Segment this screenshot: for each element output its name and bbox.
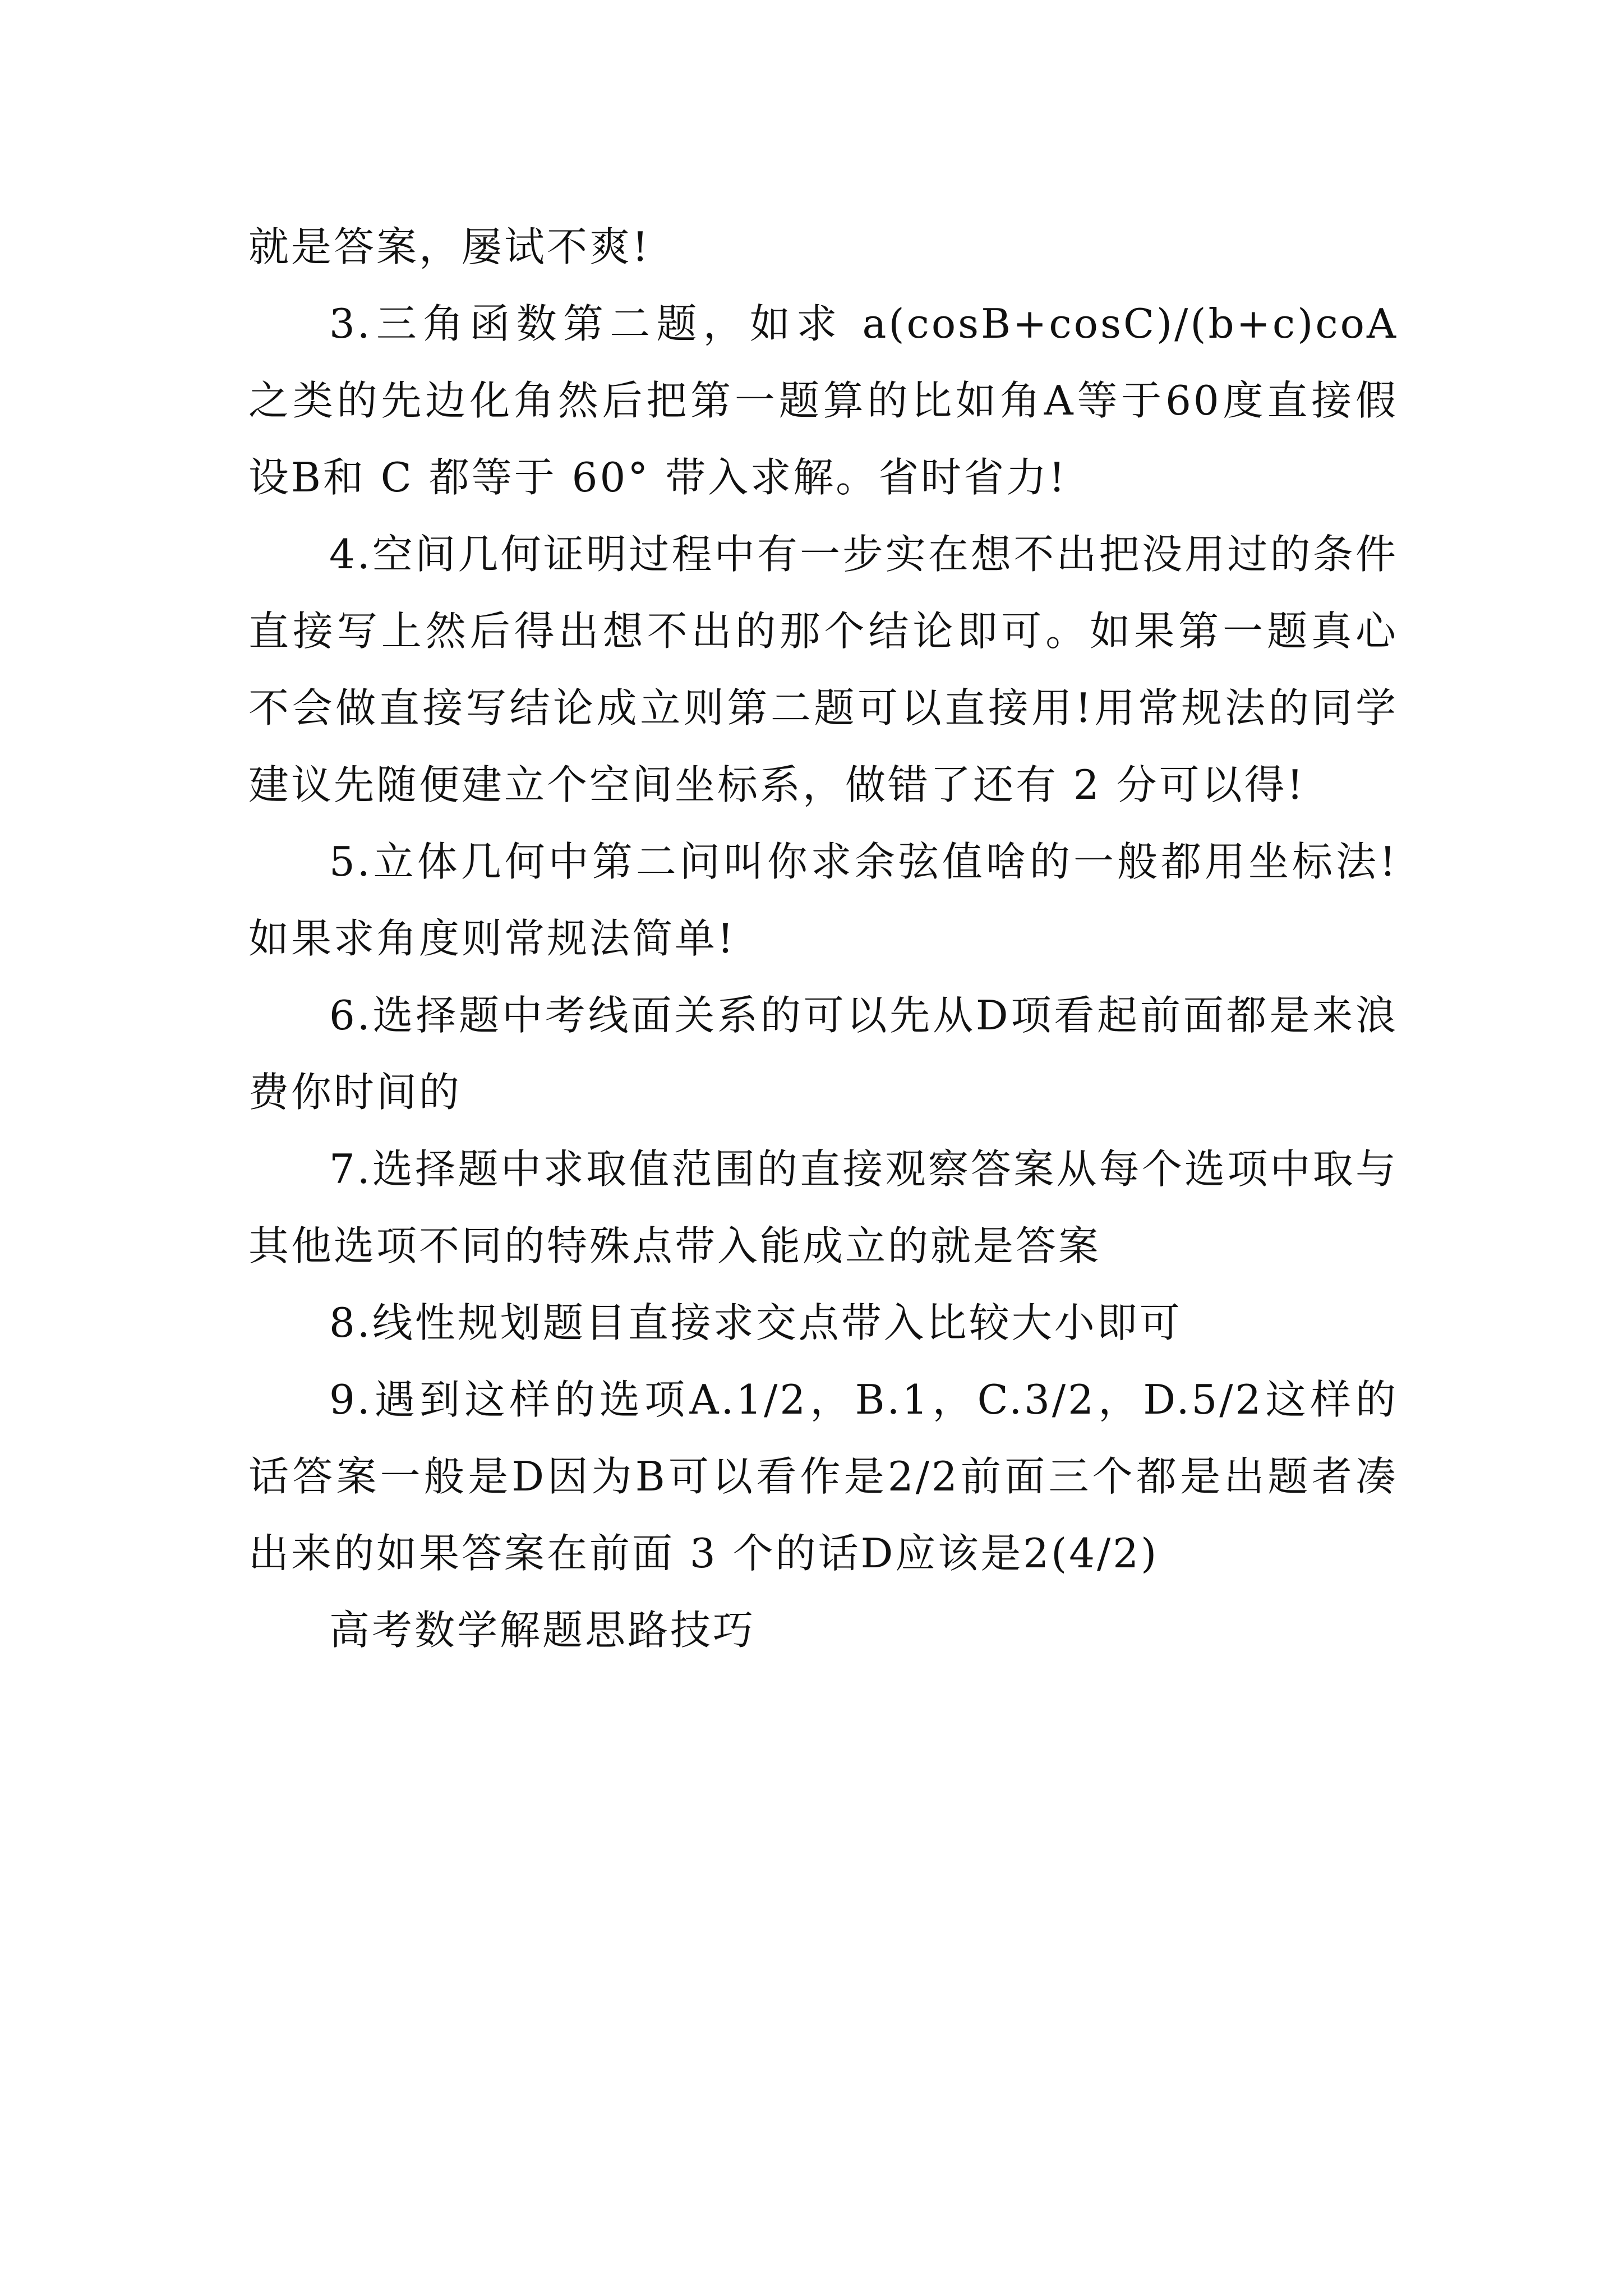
document-body — [248, 209, 1398, 1669]
paragraph-tip-8: 8.线性规划题目直接求交点带入比较大小即可 — [329, 1299, 1182, 1346]
paragraph-tip-7: 7.选择题中求取值范围的直接观察答案从每个选项中取与其他选项不同的特殊点带入能成立的就是答案 — [248, 1145, 1398, 1269]
paragraph-tip-4: 4.空间几何证明过程中有一步实在想不出把没用过的条件直接写上然后得出想不出的那个结论即可。如果第一题真心不会做直接写结论成立则第二题可以直接用!用常规法的同学建议先随便建立个空间坐标系，做错了还有 2 分可以得! — [248, 531, 1398, 808]
paragraph-tip-9: 9.遇到这样的选项A.1/2，B.1，C.3/2，D.5/2这样的话答案一般是D因为B可以看作是2/2前面三个都是出题者凑出来的如果答案在前面 3 个的话D应该是2(4/2) — [248, 1376, 1398, 1577]
paragraph-tip-6: 6.选择题中考线面关系的可以先从D项看起前面都是来浪费你时间的 — [248, 992, 1398, 1116]
section-heading: 高考数学解题思路技巧 — [329, 1607, 756, 1654]
paragraph-tip-3: 3.三角函数第二题，如求 a(cosB+cosC)/(b+c)coA 之类的先边化角然后把第一题算的比如角A等于60度直接假设B和 C 都等于 60° 带入求解。省时省力! — [248, 300, 1398, 501]
paragraph-continuation: 就是答案，屡试不爽! — [248, 223, 651, 270]
paragraph-tip-5: 5.立体几何中第二问叫你求余弦值啥的一般都用坐标法!如果求角度则常规法简单! — [248, 838, 1398, 962]
